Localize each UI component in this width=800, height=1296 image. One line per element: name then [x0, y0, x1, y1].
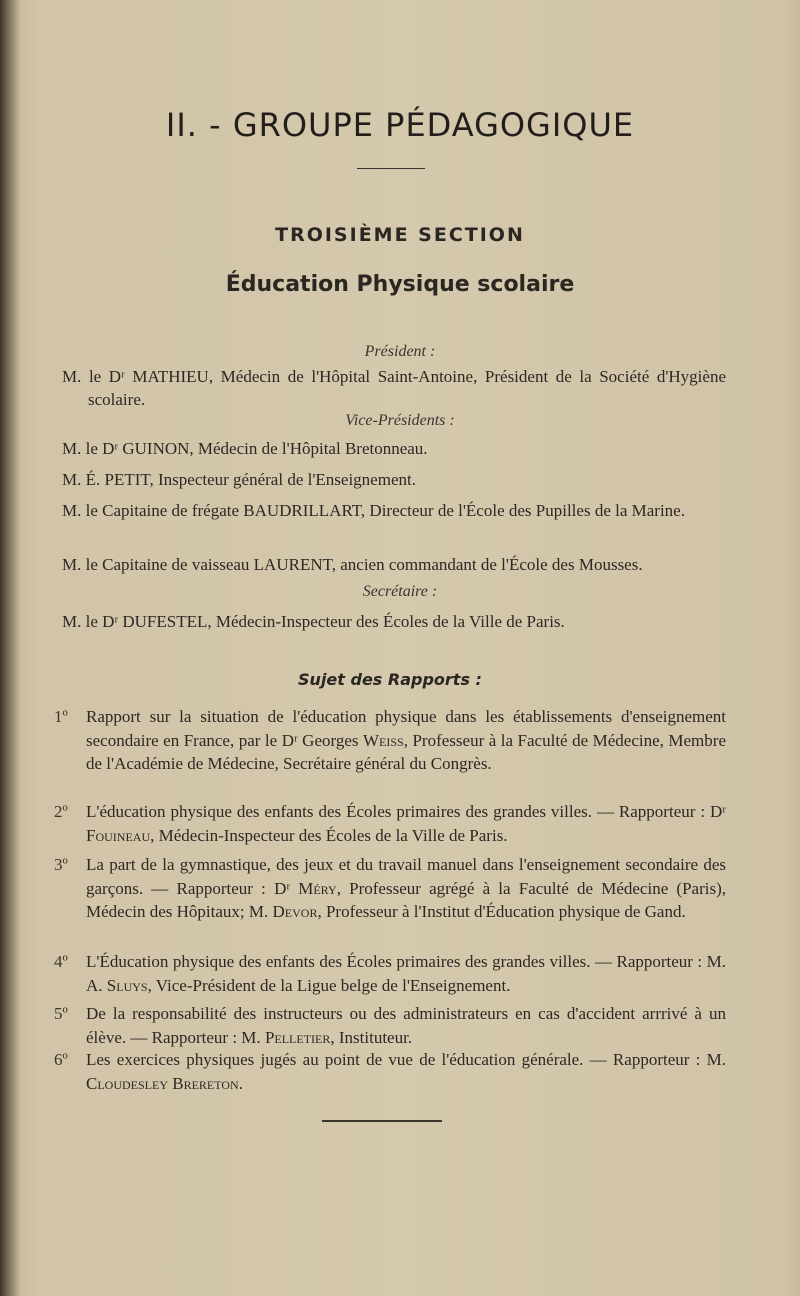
president-entry: M. le Dʳ MATHIEU, Médecin de l'Hôpital Saint-Antoine, Président de la Société d'Hygiène scolaire. — [62, 367, 726, 409]
vice-president-entry: M. É. PETIT, Inspecteur général de l'Enseignement. — [62, 470, 416, 489]
vice-presidents-label: Vice-Présidents : — [345, 412, 455, 429]
president-label: Président : — [364, 343, 436, 360]
report-item: 6º Les exercices physiques jugés au point de vue de l'éducation générale. — Rapporteur : M. Cloudesley Brereton. — [54, 1050, 726, 1093]
group-title: II. - GROUPE PÉDAGOGIQUE — [165, 106, 635, 144]
report-number: 5º — [54, 1004, 68, 1023]
report-number: 4º — [54, 952, 68, 971]
vice-president-entry: M. le Capitaine de vaisseau LAURENT, ancien commandant de l'École des Mousses. — [62, 555, 643, 574]
report-item: 3º La part de la gymnastique, des jeux et du travail manuel dans l'enseignement secondaire des garçons. — Rapporteur : Dʳ Méry, Professeur agrégé à la Faculté de Médecine (Paris), Médecin des Hôpitaux; M. Devor, Professeur à l'Institut d'Éducation physique de Gand. — [54, 855, 726, 921]
report-number: 6º — [54, 1050, 68, 1069]
secretary-label: Secrétaire : — [362, 583, 438, 600]
vice-president-entry: M. le Capitaine de frégate BAUDRILLART, Directeur de l'École des Pupilles de la Marine. — [62, 501, 685, 520]
report-item: 2º L'éducation physique des enfants des Écoles primaires des grandes villes. — Rapporteur : Dʳ Fouineau, Médecin-Inspecteur des Écoles de la Ville de Paris. — [54, 802, 726, 845]
report-item: 4º L'Éducation physique des enfants des Écoles primaires des grandes villes. — Rapporteur : M. A. Sluys, Vice-Président de la Ligue belge de l'Enseignement. — [54, 952, 726, 995]
report-number: 2º — [54, 802, 68, 821]
vice-president-entry: M. le Dʳ GUINON, Médecin de l'Hôpital Bretonneau. — [62, 439, 428, 458]
report-item: 5º De la responsabilité des instructeurs ou des administrateurs en cas d'accident arrrivé à un élève. — Rapporteur : M. Pelletier, Instituteur. — [54, 1004, 726, 1047]
title-rule — [357, 168, 425, 169]
reports-heading: Sujet des Rapports : — [298, 670, 482, 689]
secretary-entry: M. le Dʳ DUFESTEL, Médecin-Inspecteur des Écoles de la Ville de Paris. — [62, 612, 565, 631]
report-item: 1º Rapport sur la situation de l'éducation physique dans les établissements d'enseignement secondaire en France, par le Dʳ Georges Weiss, Professeur à la Faculté de Médecine, Membre de l'Académie de Médecine, Secrétaire général du Congrès. — [54, 707, 726, 773]
section-subtitle: Éducation Physique scolaire — [225, 272, 575, 297]
report-number: 3º — [54, 855, 68, 874]
section-title: TROISIÈME SECTION — [275, 224, 525, 246]
end-rule — [322, 1120, 442, 1122]
book-spine-shadow — [0, 0, 20, 1296]
report-number: 1º — [54, 707, 68, 726]
